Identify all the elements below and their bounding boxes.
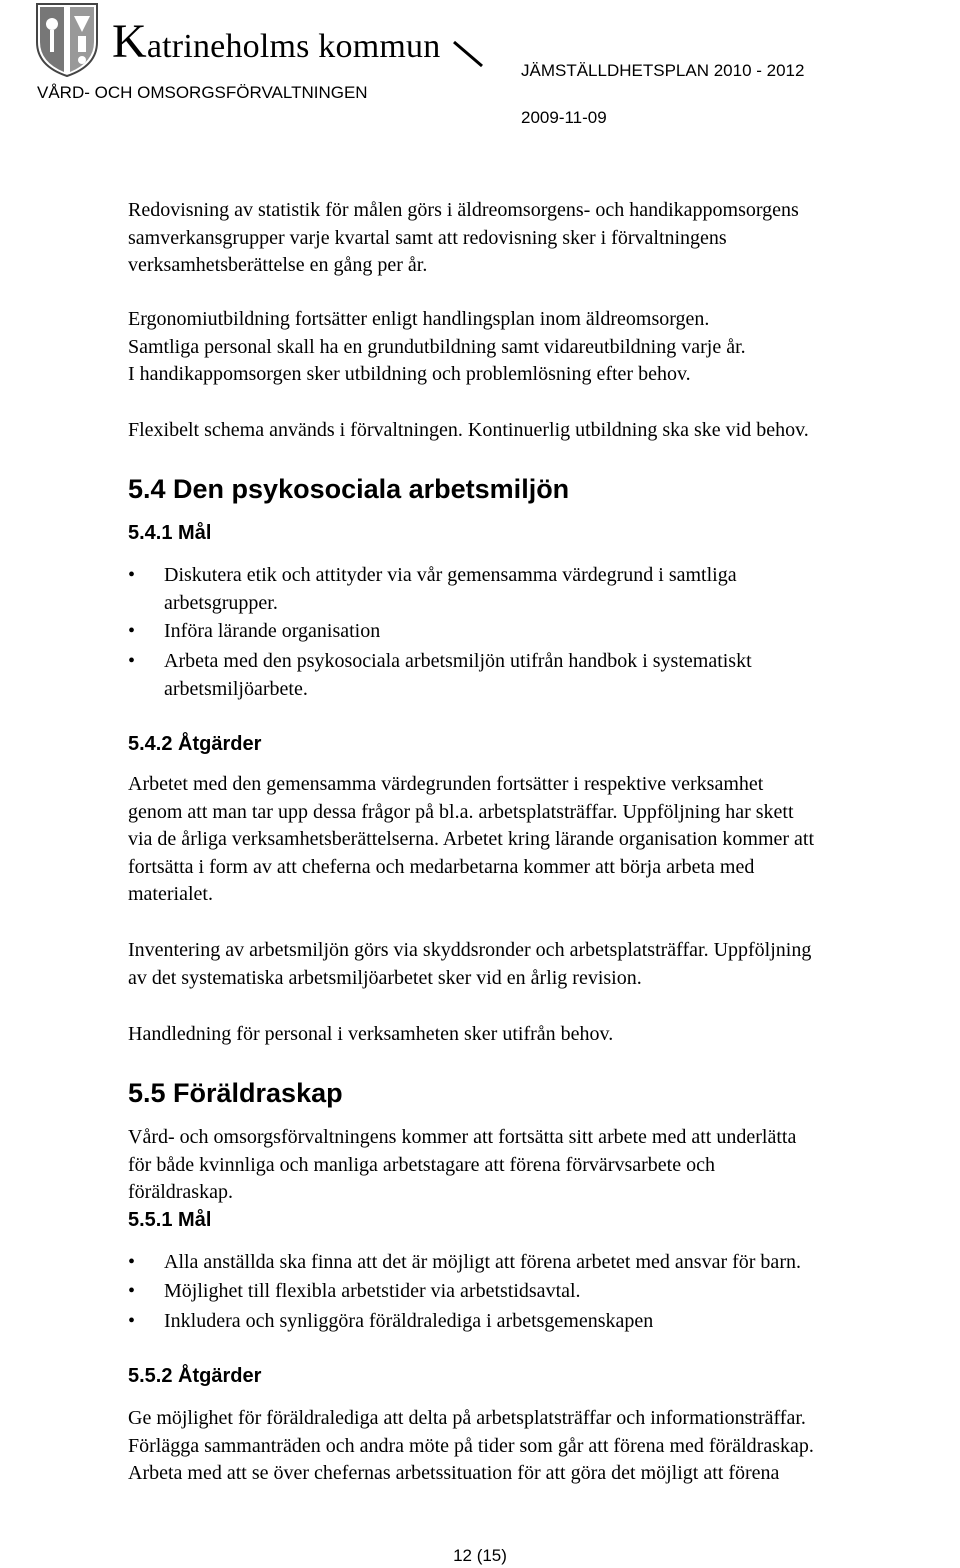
text-line: verksamhetsberättelse en gång per år. [128, 254, 428, 276]
bullet-icon: • [128, 1280, 136, 1302]
bullet-icon: • [128, 564, 136, 586]
bullet-icon: • [128, 650, 136, 672]
text-line: Arbeta med den psykosociala arbetsmiljön utifrån handbok i systematiskt [164, 650, 752, 672]
paragraph-supervision: Handledning för personal i verksamheten sker utifrån behov. [128, 1023, 614, 1045]
text-line: I handikappomsorgen sker utbildning och problemlösning efter behov. [128, 363, 691, 385]
text-line: föräldraskap. [128, 1181, 233, 1203]
subsection-heading-5-4-2: 5.4.2 Åtgärder [128, 733, 262, 755]
section-heading-5-5: 5.5 Föräldraskap [128, 1078, 343, 1108]
document-date: 2009-11-09 [521, 108, 607, 127]
section-heading-5-4: 5.4 Den psykosociala arbetsmiljön [128, 474, 570, 504]
text-line: samverkansgrupper varje kvartal samt att redovisning sker i förvaltningens [128, 226, 727, 249]
text-line: arbetsgrupper. [164, 591, 278, 614]
bullet-icon: • [128, 620, 136, 642]
paragraph-parenthood-intro [128, 1124, 796, 1207]
text-line: Vård- och omsorgsförvaltningens kommer att fortsätta sitt arbete med att underlätta [128, 1126, 797, 1148]
text-line: för både kvinnliga och manliga arbetstagare att förena förvärvsarbete och [128, 1153, 715, 1176]
logo-swoosh-icon [452, 38, 486, 68]
text-line: materialet. [128, 883, 213, 905]
subsection-heading-5-5-1: 5.5.1 Mål [128, 1209, 212, 1231]
paragraph-value-foundation [128, 771, 814, 909]
text-line: Förlägga sammanträden och andra möte på tider som går att förena med föräldraskap. [128, 1434, 814, 1457]
text-line: av det systematiska arbetsmiljöarbetet sker vid en årlig revision. [128, 966, 642, 989]
paragraph-statistics [128, 197, 799, 280]
text-line: via de årliga verksamhetsberättelserna. Arbetet kring lärande organisation kommer att [128, 828, 815, 850]
subsection-heading-5-5-2: 5.5.2 Åtgärder [128, 1365, 262, 1387]
text-line: Alla anställda ska finna att det är möjligt att förena arbetet med ansvar för barn. [164, 1251, 801, 1273]
text-line: Inkludera och synliggöra föräldralediga i arbetsgemenskapen [164, 1310, 654, 1332]
department-name: VÅRD- OCH OMSORGSFÖRVALTNINGEN [37, 83, 368, 102]
paragraph-flexible-schedule: Flexibelt schema används i förvaltningen. Kontinuerlig utbildning ska ske vid behov. [128, 419, 809, 441]
text-line: genom att man tar upp dessa frågor på bl.a. arbetsplatsträffar. Uppföljning har skett [128, 800, 794, 823]
document-title: JÄMSTÄLLDHETSPLAN 2010 - 2012 [521, 61, 805, 80]
page-number: 12 (15) [453, 1546, 507, 1565]
text-line: Införa lärande organisation [164, 620, 381, 642]
text-line: Samtliga personal skall ha en grundutbildning samt vidareutbildning varje år. [128, 335, 746, 358]
text-line: Diskutera etik och attityder via vår gemensamma värdegrund i samtliga [164, 564, 737, 586]
text-line: arbetsmiljöarbete. [164, 677, 308, 700]
text-line: Redovisning av statistik för målen görs i äldreomsorgens- och handikappomsorgens [128, 199, 799, 221]
bullet-icon: • [128, 1310, 136, 1332]
organization-name-rest: atrineholms kommun [146, 28, 441, 65]
text-line: Arbetet med den gemensamma värdegrunden fortsätter i respektive verksamhet [128, 773, 764, 795]
organization-name-initial: K [112, 15, 147, 68]
text-line: Möjlighet till flexibla arbetstider via arbetstidsavtal. [164, 1280, 581, 1302]
paragraph-work-environment-inventory [128, 937, 811, 992]
paragraph-ergonomics [128, 306, 746, 389]
text-line: Ergonomiutbildning fortsätter enligt handlingsplan inom äldreomsorgen. [128, 308, 710, 330]
municipal-coat-of-arms-logo [34, 2, 100, 78]
organization-name [112, 14, 440, 69]
bullet-icon: • [128, 1251, 136, 1273]
subsection-heading-5-4-1: 5.4.1 Mål [128, 522, 212, 544]
text-line: Inventering av arbetsmiljön görs via skyddsronder och arbetsplatsträffar. Uppföljning [128, 939, 812, 961]
text-line: fortsätta i form av att cheferna och medarbetarna kommer att börja arbeta med [128, 855, 755, 878]
paragraph-parenthood-actions [128, 1405, 814, 1488]
text-line: Ge möjlighet för föräldralediga att delta på arbetsplatsträffar och informationsträffar. [128, 1407, 806, 1429]
text-line: Arbeta med att se över chefernas arbetssituation för att göra det möjligt att förena [128, 1462, 780, 1484]
